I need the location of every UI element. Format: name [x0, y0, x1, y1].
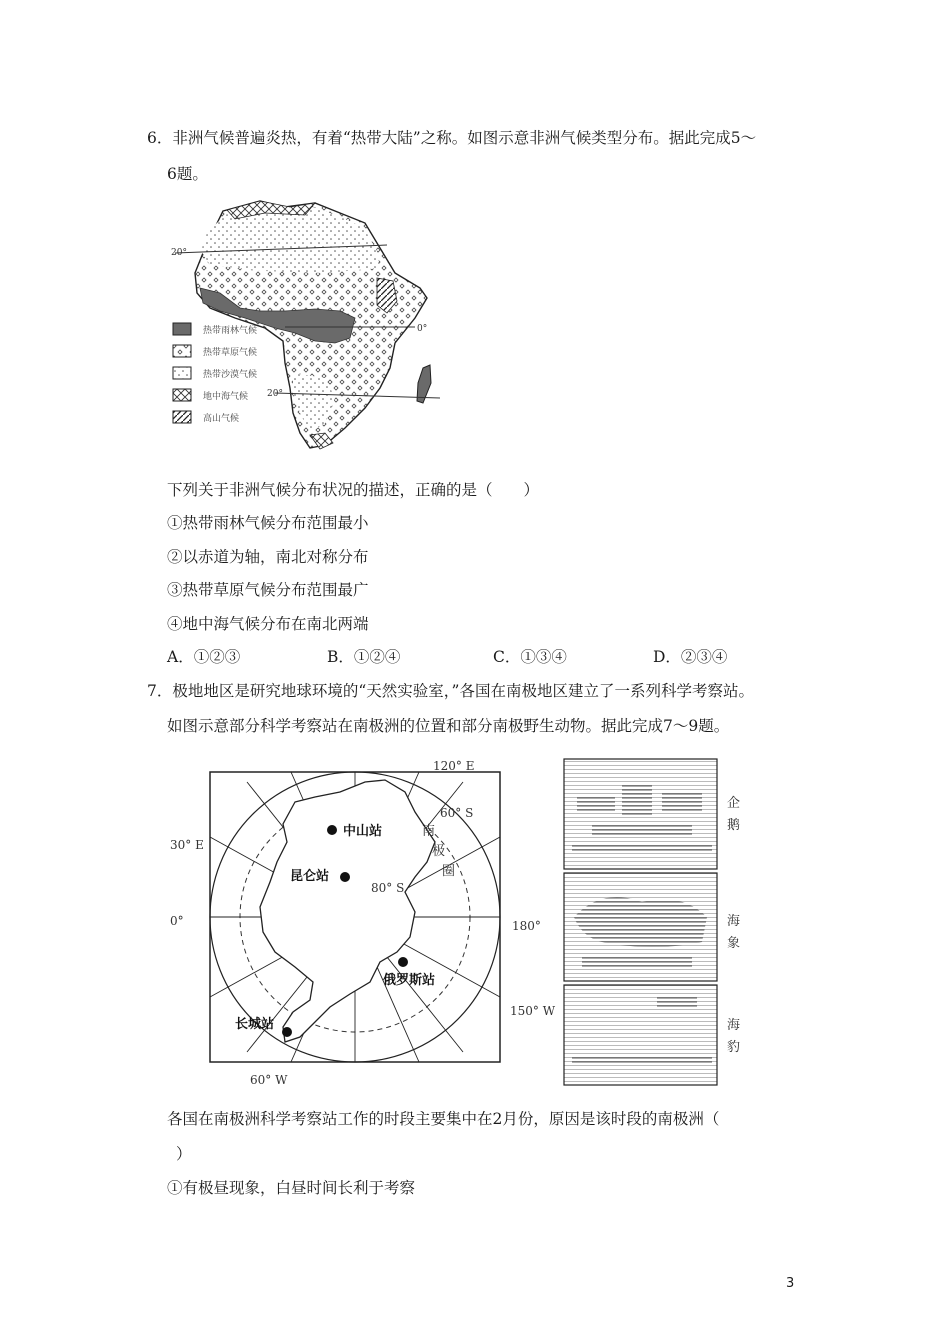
elephant-seal-label-1: 海 — [727, 914, 741, 929]
legend-desert: 热带沙漠气候 — [203, 370, 258, 380]
q6-stem-line2: 6题。 — [167, 165, 208, 183]
legend-highland: 高山气候 — [203, 414, 240, 424]
kunlun-station-dot — [340, 872, 350, 882]
sahara-desert-zone — [201, 205, 380, 273]
circle-label-1: 南 — [422, 824, 436, 839]
lat-60s-label: 60° S — [440, 806, 474, 820]
q6-option-a[interactable]: A．①②③ — [167, 648, 241, 666]
great-wall-station-dot — [282, 1027, 292, 1037]
circle-label-2: 极 — [432, 844, 446, 859]
great-wall-station-label: 长城站 — [235, 1017, 275, 1032]
q6-question: 下列关于非洲气候分布状况的描述，正确的是（ ） — [167, 481, 540, 499]
q6-statement-2: ②以赤道为轴，南北对称分布 — [167, 548, 369, 566]
q6-statement-3: ③热带草原气候分布范围最广 — [167, 581, 369, 599]
q6-option-b[interactable]: B．①②④ — [327, 648, 401, 666]
antarctica-station-map — [165, 752, 560, 1092]
legend-savanna: 热带草原气候 — [203, 348, 258, 358]
q6-statement-4: ④地中海气候分布在南北两端 — [167, 615, 369, 633]
antarctic-animals-panel — [562, 757, 752, 1087]
penguin-label-2: 鹅 — [727, 818, 741, 833]
q7-statement-1: ①有极昼现象，白昼时间长利于考察 — [167, 1179, 416, 1197]
africa-climate-map — [165, 193, 445, 458]
lat-0-label: 0° — [417, 324, 428, 334]
seal-label-1: 海 — [727, 1018, 741, 1033]
lat-20s-label: 20° — [267, 389, 283, 399]
elephant-seal-photo — [564, 873, 717, 981]
russia-station-dot — [398, 957, 408, 967]
legend-mediterranean: 地中海气候 — [203, 392, 249, 402]
q6-option-c[interactable]: C．①③④ — [493, 648, 567, 666]
elephant-seal-label-2: 象 — [727, 936, 741, 951]
lat-20n-label: 20° — [171, 248, 187, 258]
q6-statement-1: ①热带雨林气候分布范围最小 — [167, 514, 369, 532]
lon-0-label: 0° — [170, 914, 184, 928]
russia-station-label: 俄罗斯站 — [383, 973, 436, 988]
seal-photo — [564, 985, 717, 1085]
penguin-label-1: 企 — [727, 796, 741, 811]
zhongshan-station-dot — [327, 825, 337, 835]
lon-30e-label: 30° E — [170, 838, 204, 852]
circle-label-3: 圈 — [442, 864, 456, 879]
q6-stem-line1: 6．非洲气候普遍炎热，有着“热带大陆”之称。如图示意非洲气候类型分布。据此完成5～ — [147, 129, 757, 147]
kunlun-station-label: 昆仑站 — [290, 869, 330, 884]
map-legend — [173, 323, 257, 424]
q7-question-line2: ） — [176, 1145, 192, 1163]
penguin-photo — [564, 759, 717, 869]
seal-label-2: 豹 — [727, 1040, 741, 1055]
q7-question-line1: 各国在南极洲科学考察站工作的时段主要集中在2月份，原因是该时段的南极洲（ — [167, 1110, 720, 1128]
lat-80s-label: 80° S — [371, 881, 405, 895]
q7-stem-line1: 7．极地地区是研究地球环境的“天然实验室，”各国在南极地区建立了一系列科学考察站。 — [147, 682, 754, 700]
zhongshan-station-label: 中山站 — [343, 824, 383, 839]
lon-60w-label: 60° W — [250, 1073, 288, 1087]
lon-120e-label: 120° E — [433, 759, 475, 773]
lon-180-label: 180° — [512, 919, 541, 933]
legend-rainforest: 热带雨林气候 — [203, 326, 258, 336]
page-number: 3 — [786, 1276, 795, 1291]
q7-stem-line2: 如图示意部分科学考察站在南极洲的位置和部分南极野生动物。据此完成7～9题。 — [167, 717, 730, 735]
lon-150w-label: 150° W — [510, 1004, 556, 1018]
q6-option-d[interactable]: D．②③④ — [653, 648, 728, 666]
